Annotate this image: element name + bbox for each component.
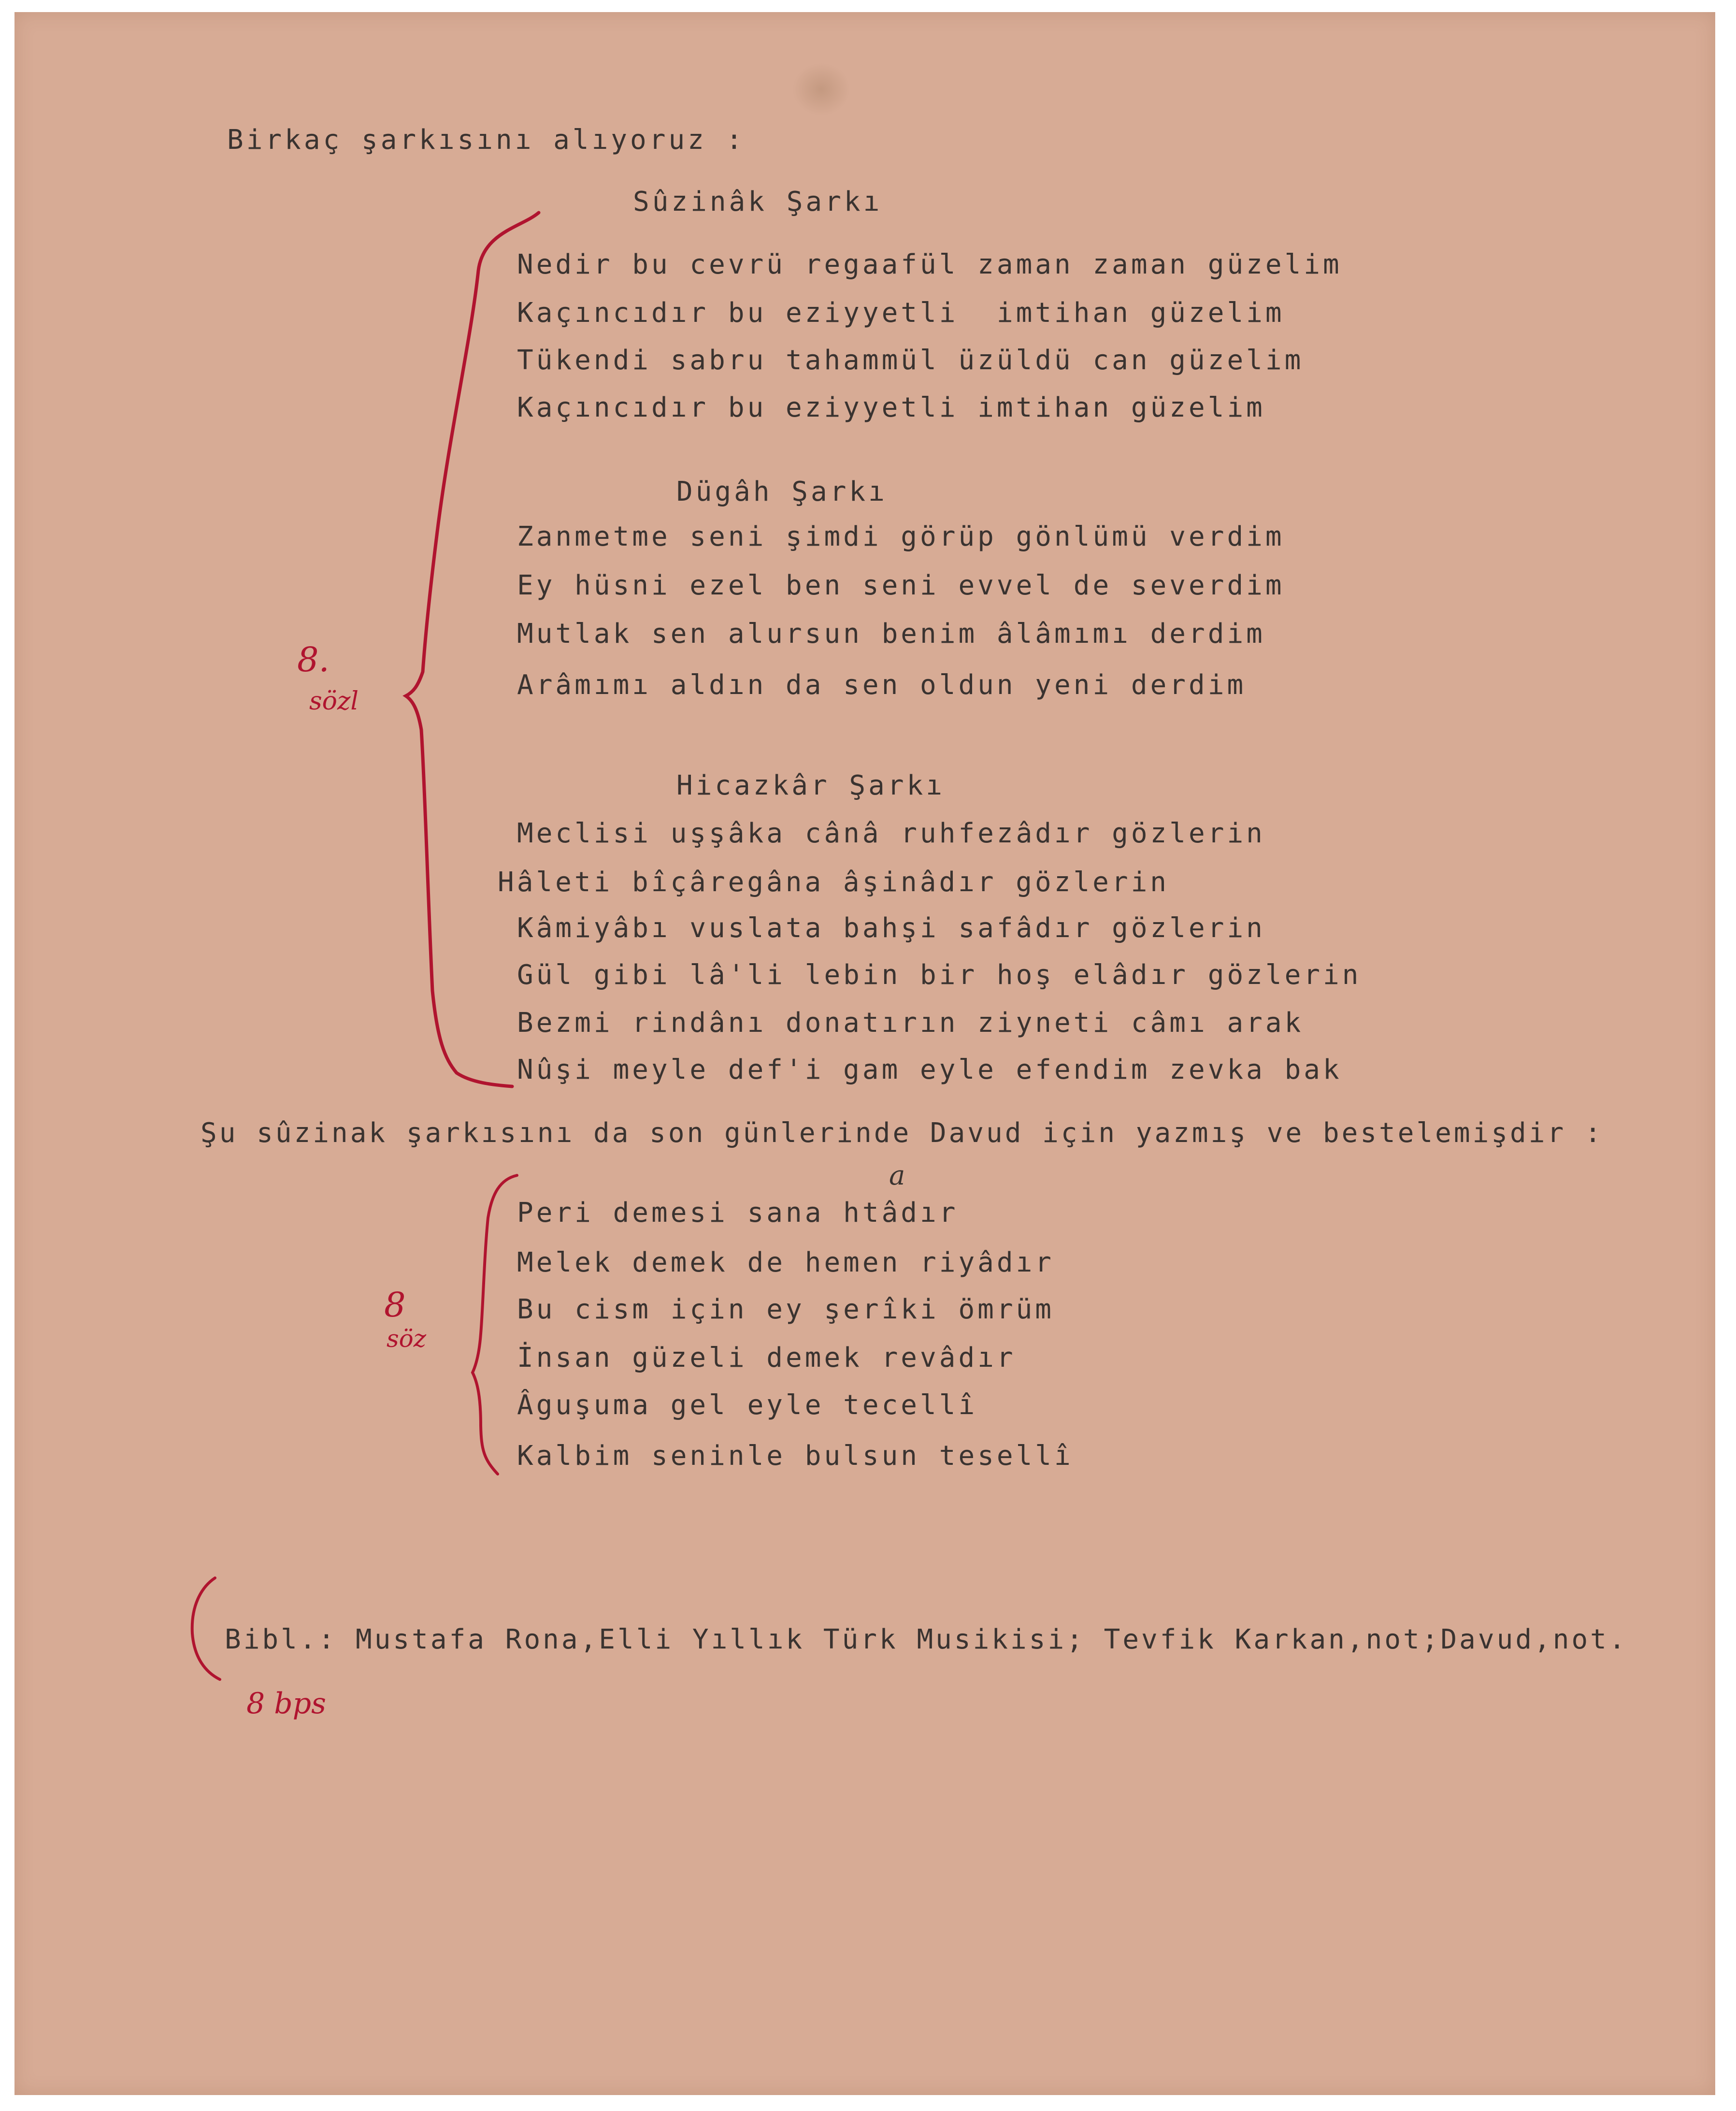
song-line: Kaçıncıdır bu eziyyetli imtihan güzelim xyxy=(517,392,1265,423)
bibliography-note: 8 bps xyxy=(246,1687,326,1721)
song-line: Nedir bu cevrü regaafül zaman zaman güzelim xyxy=(517,249,1342,280)
song-title-dugah: Dügâh Şarkı xyxy=(676,476,888,507)
poem-line: Âguşuma gel eyle tecellî xyxy=(517,1389,978,1421)
song-line: Arâmımı aldın da sen oldun yeni derdim xyxy=(517,669,1247,701)
song-line: Gül gibi lâ'li lebin bir hoş elâdır gözlerin xyxy=(517,959,1362,991)
annotation-number: 8. xyxy=(297,640,330,680)
song-line: Kâmiyâbı vuslata bahşi safâdır gözlerin xyxy=(517,912,1265,944)
annotation-number: 8 xyxy=(384,1285,406,1325)
bibliography-line: Bibl.: Mustafa Rona,Elli Yıllık Türk Musikisi; Tevfik Karkan,not;Davud,not. xyxy=(225,1624,1628,1655)
poem-line: İnsan güzeli demek revâdır xyxy=(517,1342,1016,1374)
intro-line: Birkaç şarkısını alıyoruz : xyxy=(227,124,746,156)
transition-line: Şu sûzinak şarkısını da son günlerinde Davud için yazmış ve bestelemişdir : xyxy=(201,1117,1604,1149)
song-line: Tükendi sabru tahammül üzüldü can güzelim xyxy=(517,345,1304,376)
annotation-word: sözl xyxy=(309,687,359,716)
song-line: Ey hüsni ezel ben seni evvel de severdim xyxy=(517,570,1285,601)
paper-stain xyxy=(792,63,850,116)
poem-line: Kalbim seninle bulsun tesellî xyxy=(517,1440,1074,1472)
song-title-hicazkar: Hicazkâr Şarkı xyxy=(676,770,946,801)
poem-line: Bu cism için ey şerîki ömrüm xyxy=(517,1294,1055,1325)
annotation-word: söz xyxy=(387,1325,427,1353)
song-line: Hâleti bîçâregâna âşinâdır gözlerin xyxy=(498,867,1170,898)
song-title-suzinak: Sûzinâk Şarkı xyxy=(633,186,883,217)
song-line: Meclisi uşşâka cânâ ruhfezâdır gözlerin xyxy=(517,818,1265,849)
song-line: Bezmi rindânı donatırın ziyneti câmı arak xyxy=(517,1007,1304,1039)
song-line: Kaçıncıdır bu eziyyetli imtihan güzelim xyxy=(517,297,1285,329)
song-line: Nûşi meyle def'i gam eyle efendim zevka bak xyxy=(517,1054,1342,1085)
song-line: Mutlak sen alursun benim âlâmımı derdim xyxy=(517,618,1265,650)
poem-line: Melek demek de hemen riyâdır xyxy=(517,1247,1055,1278)
poem-line: Peri demesi sana htâdır xyxy=(517,1197,959,1229)
song-line: Zanmetme seni şimdi görüp gönlümü verdim xyxy=(517,521,1285,552)
insert-mark: a xyxy=(889,1160,905,1191)
